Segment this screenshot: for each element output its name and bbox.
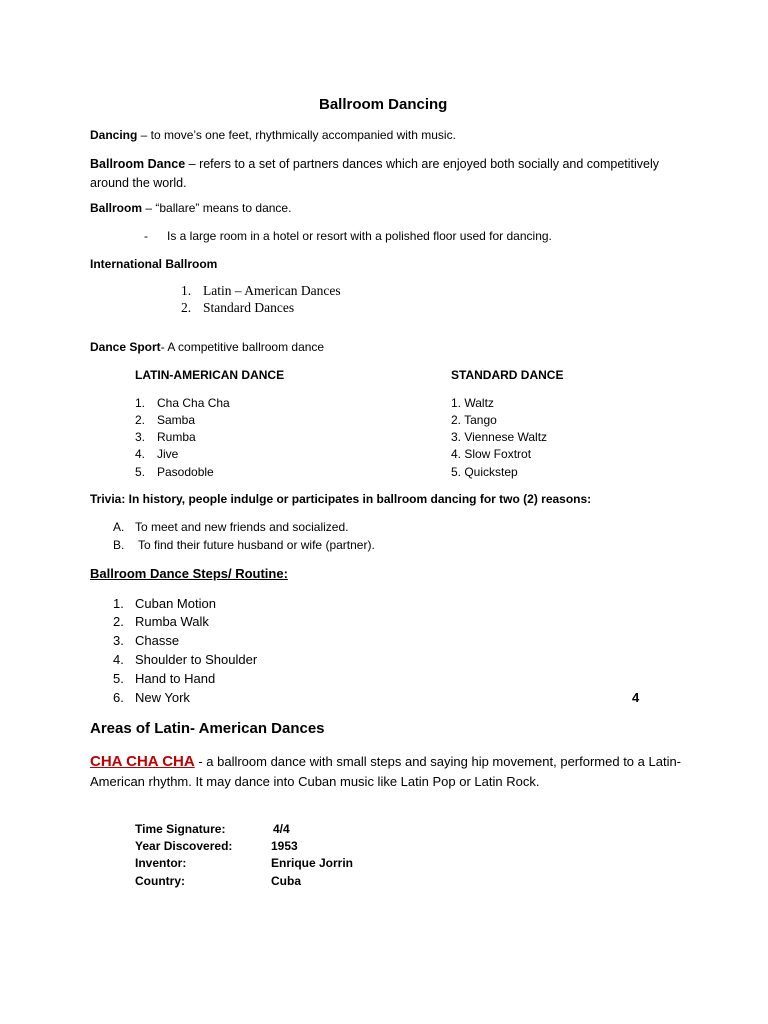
list-text: Samba <box>157 413 196 427</box>
list-number: 4. <box>113 652 124 667</box>
list-number: 2. <box>181 300 192 315</box>
bullet-dash: - <box>144 229 148 243</box>
latin-item <box>135 413 195 427</box>
cha-description: - a ballroom dance with small steps and saying hip movement, performed to a Latin- American rhythm. It may dance into Cuban music like Latin Pop or Latin Rock. <box>90 754 682 789</box>
step-item <box>113 596 216 611</box>
fact-value: Enrique Jorrin <box>271 856 354 870</box>
list-text: Standard Dances <box>203 300 295 315</box>
fact-label: Country: <box>135 874 185 888</box>
list-number: 2. <box>113 614 124 629</box>
list-text: Jive <box>157 447 179 461</box>
steps-heading: Ballroom Dance Steps/ Routine: <box>90 566 288 581</box>
list-text: Pasodoble <box>157 465 214 479</box>
standard-heading: STANDARD DANCE <box>451 368 564 382</box>
international-heading: International Ballroom <box>90 257 218 271</box>
trivia-item <box>113 520 348 534</box>
list-text: Hand to Hand <box>135 671 216 686</box>
list-number: 1. <box>135 396 146 410</box>
definition-dancing <box>90 128 456 142</box>
cha-paragraph <box>90 752 695 792</box>
term-ballroom: Ballroom <box>90 201 143 215</box>
def-dancing: – to move’s one feet, rhythmically accompanied with music. <box>137 128 456 142</box>
list-text: To meet and new friends and socialized. <box>135 520 349 534</box>
list-text: New York <box>135 690 190 705</box>
term-dance-sport: Dance Sport <box>90 340 161 354</box>
list-number: B. <box>113 538 125 552</box>
fact-value: 4/4 <box>273 822 290 836</box>
list-text: Cuban Motion <box>135 596 216 611</box>
list-number: 3. <box>135 430 146 444</box>
ballroom-bullet-text: Is a large room in a hotel or resort with a polished floor used for dancing. <box>167 229 552 243</box>
latin-item <box>135 396 230 410</box>
standard-item: 2. Tango <box>451 413 497 427</box>
latin-heading: LATIN-AMERICAN DANCE <box>135 368 285 382</box>
list-text: Rumba <box>157 430 196 444</box>
international-item <box>181 300 294 316</box>
list-number: 5. <box>135 465 146 479</box>
page-title: Ballroom Dancing <box>319 96 448 113</box>
list-number: A. <box>113 520 125 534</box>
list-number: 1. <box>113 596 124 611</box>
fact-value: Cuba <box>271 874 301 888</box>
fact-label: Year Discovered: <box>135 839 233 853</box>
step-item <box>113 671 215 686</box>
list-number: 2. <box>135 413 146 427</box>
list-text: Cha Cha Cha <box>157 396 230 410</box>
international-item <box>181 283 341 299</box>
definition-dance-sport <box>90 340 324 354</box>
cha-name: CHA CHA CHA <box>90 753 195 770</box>
list-number: 1. <box>181 283 192 298</box>
list-text: To find their future husband or wife (partner). <box>138 538 375 552</box>
trivia-text: Trivia: In history, people indulge or participates in ballroom dancing for two (2) reasons: <box>90 492 592 506</box>
areas-heading: Areas of Latin- American Dances <box>90 720 325 737</box>
standard-item: 3. Viennese Waltz <box>451 430 548 444</box>
fact-label: Inventor: <box>135 856 187 870</box>
list-text: Latin – American Dances <box>203 283 341 298</box>
page-number: 4 <box>632 690 640 705</box>
list-number: 3. <box>113 633 124 648</box>
trivia-item <box>113 538 375 552</box>
standard-item: 4. Slow Foxtrot <box>451 447 532 461</box>
list-number: 5. <box>113 671 124 686</box>
def-ballroom: – “ballare” means to dance. <box>142 201 292 215</box>
standard-item: 1. Waltz <box>451 396 494 410</box>
list-text: Chasse <box>135 633 180 648</box>
term-dancing: Dancing <box>90 128 138 142</box>
definition-ballroom <box>90 201 291 215</box>
step-item <box>113 690 190 705</box>
standard-item: 5. Quickstep <box>451 465 518 479</box>
def-dance-sport: - A competitive ballroom dance <box>160 340 325 354</box>
list-number: 4. <box>135 447 146 461</box>
latin-item <box>135 430 196 444</box>
def-ballroom-dance: – refers to a set of partners dances which are enjoyed both socially and competitively around the world. <box>90 157 660 190</box>
step-item <box>113 633 179 648</box>
fact-value: 1953 <box>271 839 298 853</box>
list-text: Rumba Walk <box>135 614 209 629</box>
step-item <box>113 652 257 667</box>
definition-ballroom-dance <box>90 155 690 193</box>
step-item <box>113 614 209 629</box>
list-text: Shoulder to Shoulder <box>135 652 258 667</box>
latin-item <box>135 465 214 479</box>
fact-label: Time Signature: <box>135 822 226 836</box>
term-ballroom-dance: Ballroom Dance <box>90 157 186 171</box>
latin-item <box>135 447 178 461</box>
list-number: 6. <box>113 690 124 705</box>
